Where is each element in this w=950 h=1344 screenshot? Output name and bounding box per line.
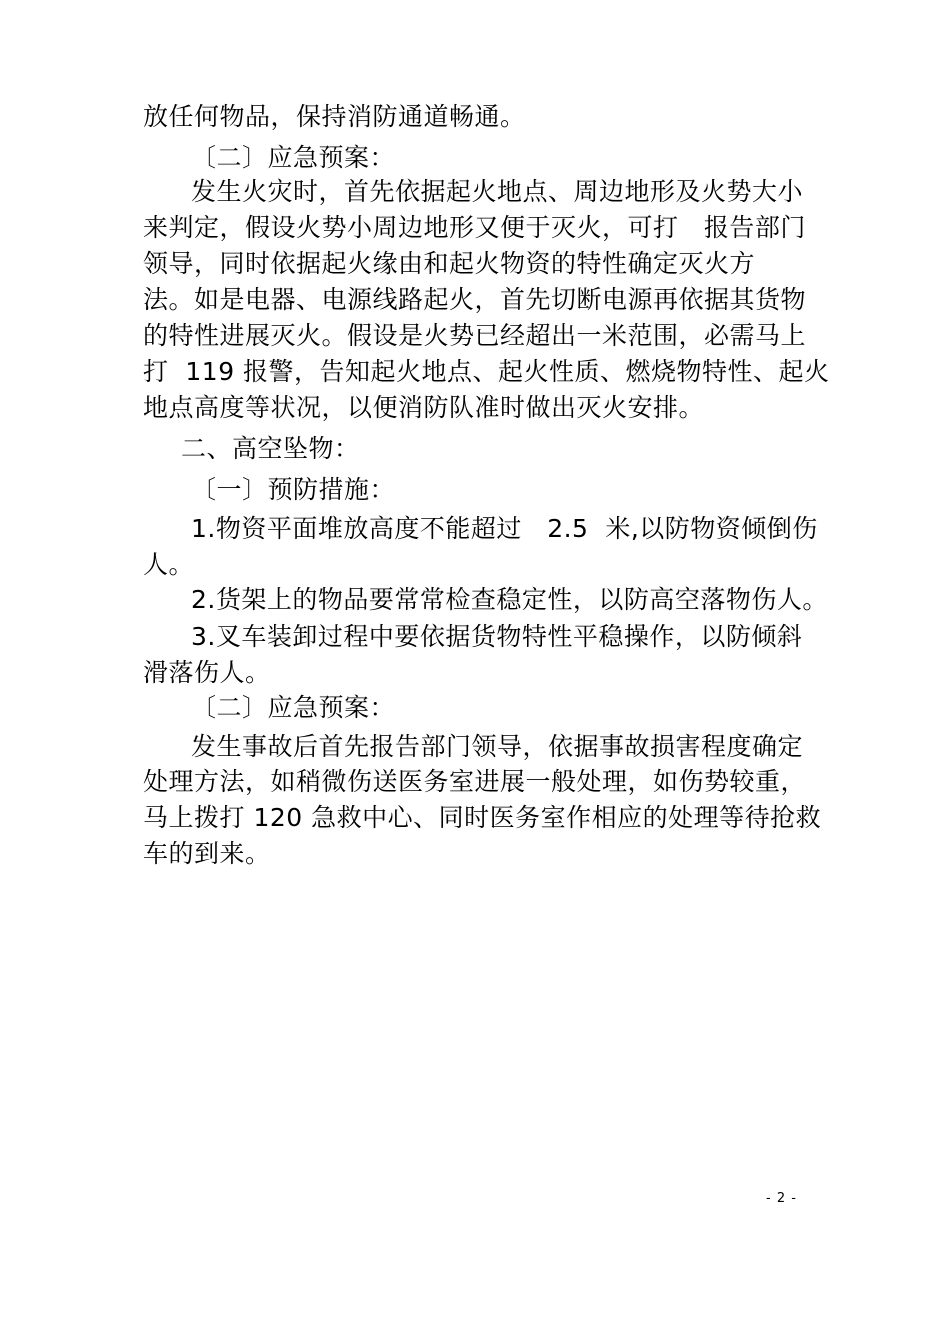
text-line-12: 1.物资平面堆放高度不能超过 2.5 米,以防物资倾倒伤	[191, 514, 818, 543]
page-number: - 2 -	[766, 1191, 797, 1206]
text-line-15: 3.叉车装卸过程中要依据货物特性平稳操作，以防倾斜	[191, 622, 803, 651]
text-line-7: 的特性进展灭火。假设是火势已经超出一米范围，必需马上	[143, 321, 807, 350]
section-heading-prevention: 〔一〕预防措施：	[191, 475, 396, 504]
text-line-4: 来判定，假设火势小周边地形又便于灭火，可打 报告部门	[143, 213, 806, 242]
text-line-18: 发生事故后首先报告部门领导，依据事故损害程度确定	[191, 732, 804, 761]
text-line-16: 滑落伤人。	[143, 658, 271, 687]
text-line-13: 人。	[143, 550, 195, 579]
text-line-1: 放任何物品，保持消防通道畅通。	[143, 102, 526, 131]
section-heading-emergency-plan: 〔二〕应急预案：	[191, 143, 396, 172]
section-heading-emergency-plan-2: 〔二〕应急预案：	[191, 693, 396, 722]
section-heading-falling-objects: 二、高空坠物：	[181, 434, 360, 463]
text-line-21: 车的到来。	[143, 839, 271, 868]
text-line-9: 地点高度等状况，以便消防队准时做出灭火安排。	[143, 393, 705, 422]
text-line-8: 打 119 报警，告知起火地点、起火性质、燃烧物特性、起火	[143, 357, 830, 386]
text-line-19: 处理方法，如稍微伤送医务室进展一般处理，如伤势较重，	[143, 767, 807, 796]
text-line-6: 法。如是电器、电源线路起火，首先切断电源再依据其货物	[143, 285, 807, 314]
text-line-14: 2.货架上的物品要常常检查稳定性，以防高空落物伤人。	[191, 585, 828, 614]
text-line-5: 领导，同时依据起火缘由和起火物资的特性确定灭火方	[143, 249, 756, 278]
text-line-20: 马上拨打 120 急救中心、同时医务室作相应的处理等待抢救	[143, 803, 822, 832]
text-line-3: 发生火灾时，首先依据起火地点、周边地形及火势大小	[191, 177, 804, 206]
